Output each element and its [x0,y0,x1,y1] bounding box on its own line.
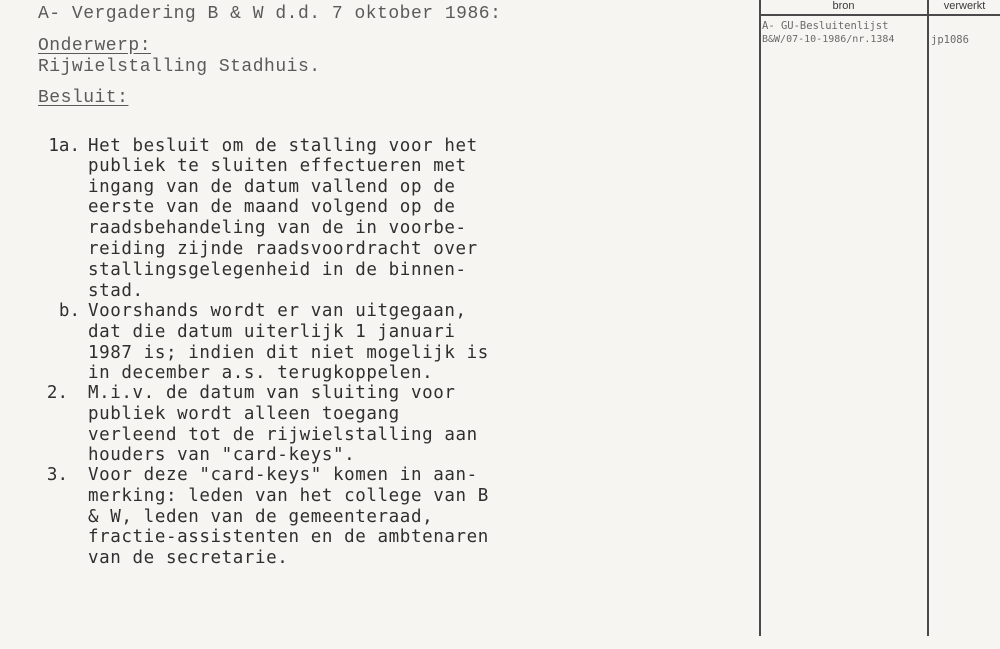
item-line: reiding zijnde raadsvoordracht over [88,239,478,259]
subject-value: Rijwielstalling Stadhuis. [38,57,321,77]
meeting-title: A- Vergadering B & W d.d. 7 oktober 1986: [38,4,502,24]
decision-label: Besluit: [38,88,129,108]
verwerkt-header: verwerkt [943,0,986,12]
item-line: merking: leden van het college van B [88,486,489,506]
item-line: ingang van de datum vallend op de [88,177,456,197]
item-line: & W, leden van de gemeenteraad, [88,507,434,527]
item-number: 2. [46,383,68,403]
bron-reference: B&W/07-10-1986/nr.1384 [762,34,895,45]
item-number: b. [58,301,80,321]
item-line: Het besluit om de stalling voor het [88,136,478,156]
verwerkt-code: jp1086 [931,34,969,46]
bron-header: bron [832,0,855,12]
item-number: 1a. [48,136,80,156]
item-line: fractie-assistenten en de ambtenaren [88,527,489,547]
header-rule [760,14,1000,16]
column-divider [927,0,929,636]
item-line: dat die datum uiterlijk 1 januari [88,322,456,342]
item-line: Voorshands wordt er van uitgegaan, [88,301,467,321]
item-line: publiek wordt alleen toegang [88,404,400,424]
subject-label: Onderwerp: [38,36,152,56]
item-line: Voor deze "card-keys" komen in aan- [88,465,478,485]
column-divider [759,0,761,636]
item-line: 1987 is; indien dit niet mogelijk is [88,343,489,363]
item-line: raadsbehandeling van de in voorbe- [88,218,467,238]
item-line: stad. [88,281,144,301]
item-line: eerste van de maand volgend op de [88,197,456,217]
item-line: verleend tot de rijwielstalling aan [88,425,478,445]
item-line: publiek te sluiten effectueren met [88,156,467,176]
item-number: 3. [46,465,68,485]
item-line: M.i.v. de datum van sluiting voor [88,383,456,403]
item-line: houders van "card-keys". [88,445,356,465]
bron-source: A- GU-Besluitenlijst [762,20,889,32]
item-line: stallingsgelegenheid in de binnen- [88,260,467,280]
item-line: van de secretarie. [88,548,289,568]
item-line: in december a.s. terugkoppelen. [88,363,434,383]
